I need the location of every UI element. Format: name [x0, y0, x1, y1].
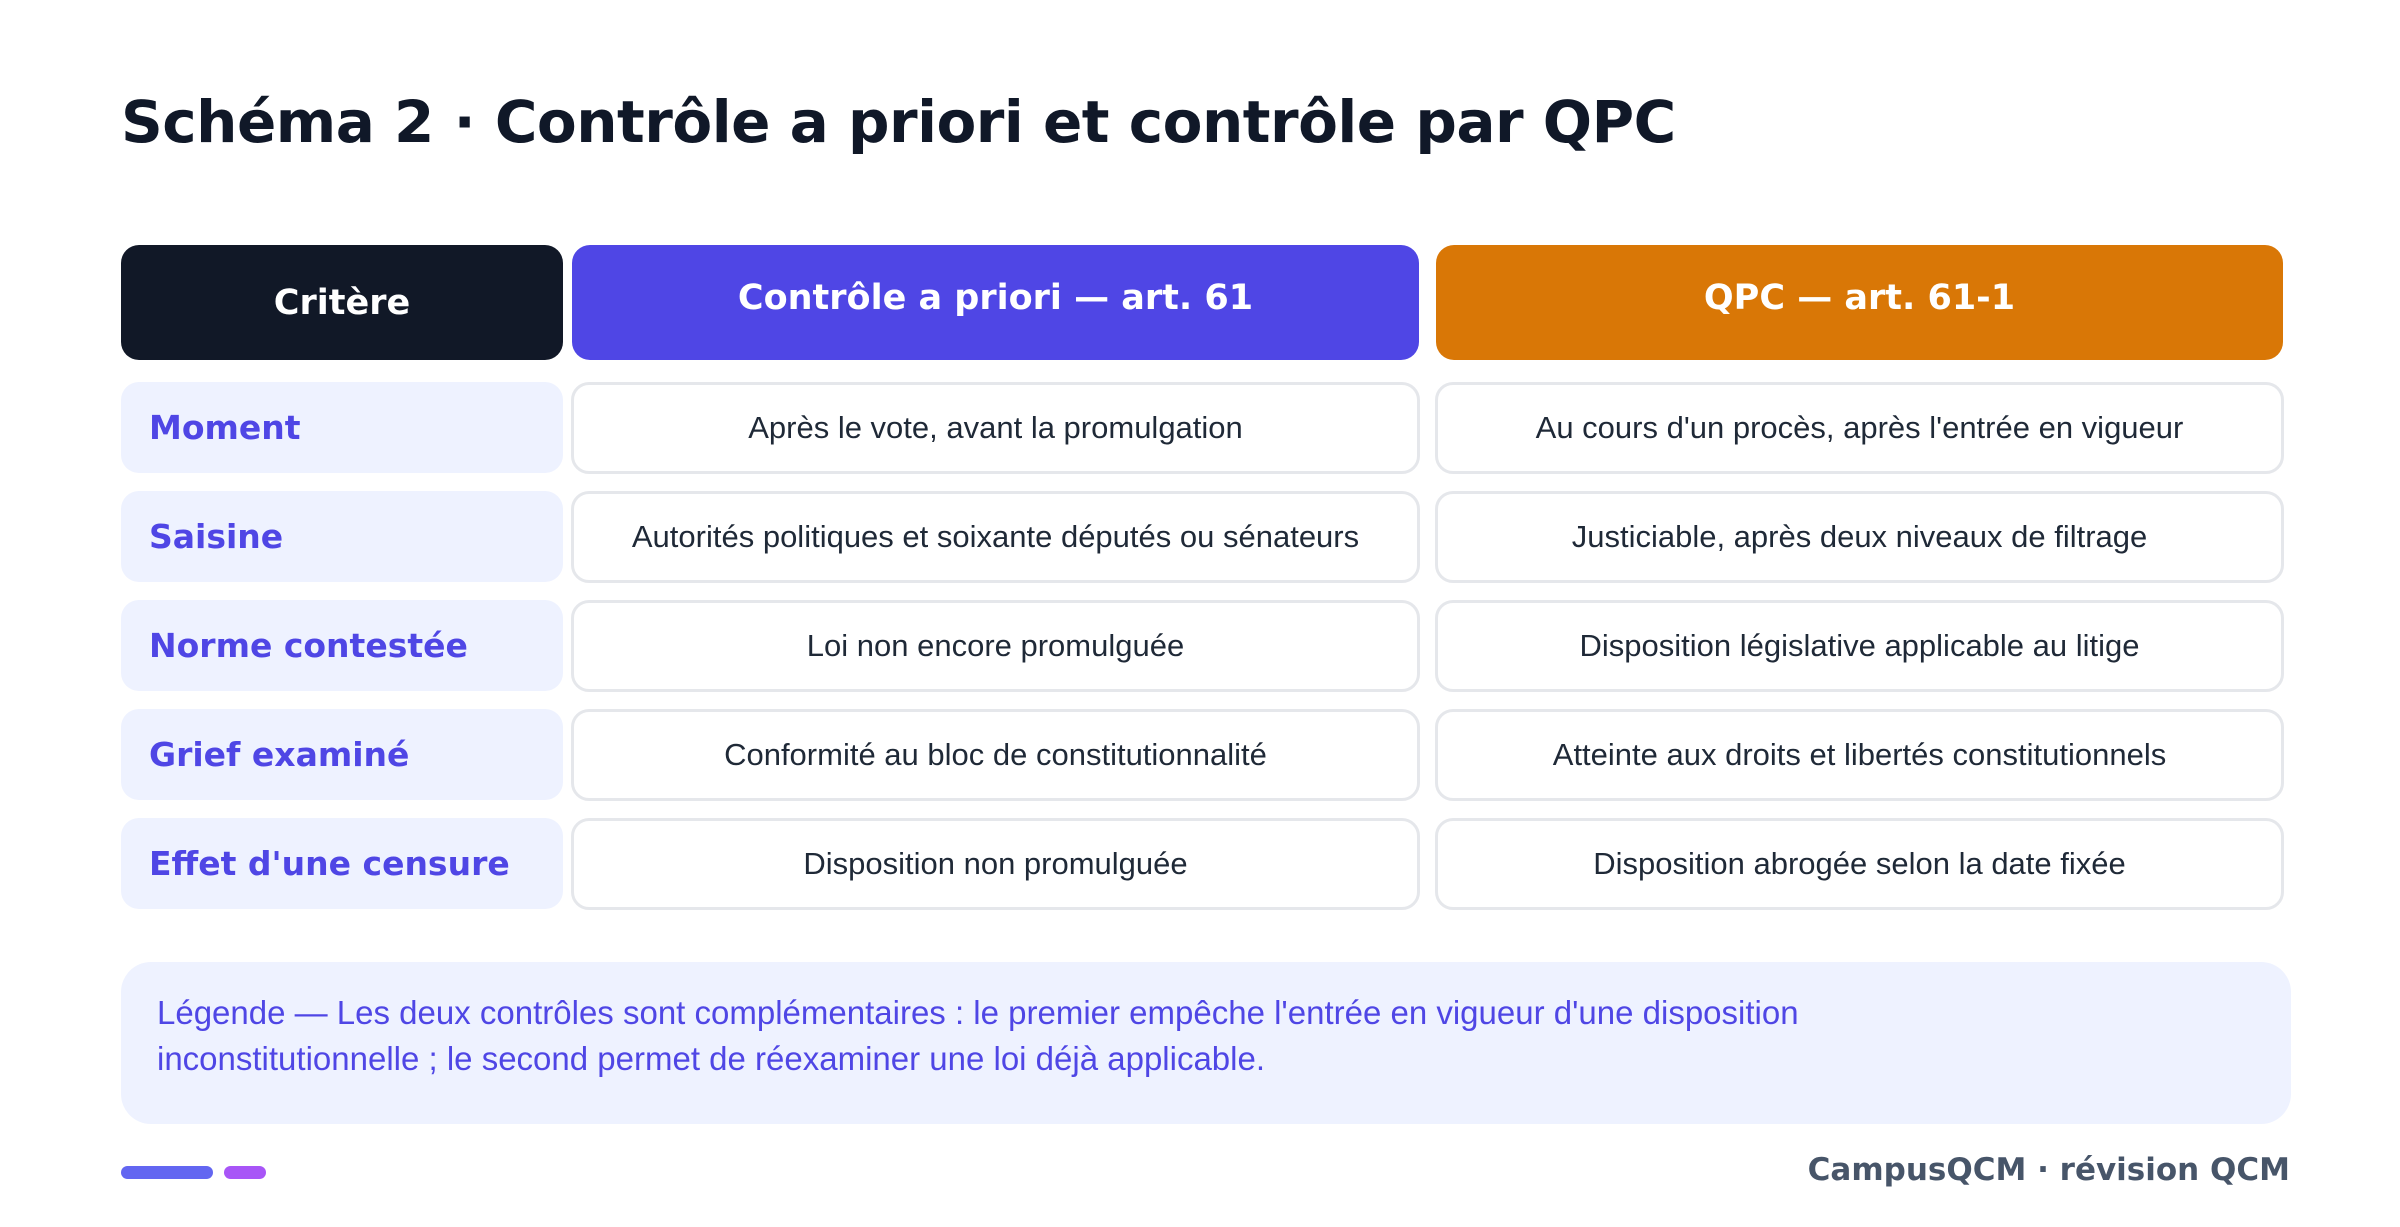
row-qpc-effet: Disposition abrogée selon la date fixée — [1435, 818, 2284, 910]
row-qpc-saisine: Justiciable, après deux niveaux de filtrage — [1435, 491, 2284, 583]
legend-line-1: Légende — Les deux contrôles sont complémentaires : le premier empêche l'entrée en vigueur d'une disposition — [157, 994, 1799, 1031]
row-a-priori-grief: Conformité au bloc de constitutionnalité — [571, 709, 1420, 801]
header-qpc-label: QPC — art. 61-1 — [1703, 277, 2016, 318]
row-criterion-moment: Moment — [121, 382, 563, 473]
row-qpc-grief: Atteinte aux droits et libertés constitutionnels — [1435, 709, 2284, 801]
header-a-priori-label: Contrôle a priori — art. 61 — [737, 277, 1254, 318]
row-qpc-norme: Disposition législative applicable au litige — [1435, 600, 2284, 692]
page-title: Schéma 2 · Contrôle a priori et contrôle par QPC — [121, 88, 1676, 156]
row-criterion-norme: Norme contestée — [121, 600, 563, 691]
row-a-priori-saisine: Autorités politiques et soixante députés ou sénateurs — [571, 491, 1420, 583]
row-a-priori-norme: Loi non encore promulguée — [571, 600, 1420, 692]
footer-brand: CampusQCM · révision QCM — [1807, 1152, 2290, 1188]
header-qpc — [1436, 245, 2283, 360]
row-criterion-grief: Grief examiné — [121, 709, 563, 800]
header-criterion: Critère — [121, 245, 563, 360]
row-criterion-saisine: Saisine — [121, 491, 563, 582]
row-qpc-moment: Au cours d'un procès, après l'entrée en vigueur — [1435, 382, 2284, 474]
header-a-priori — [572, 245, 1419, 360]
decorative-pill-secondary — [224, 1166, 266, 1179]
row-a-priori-moment: Après le vote, avant la promulgation — [571, 382, 1420, 474]
row-criterion-effet: Effet d'une censure — [121, 818, 563, 909]
row-a-priori-effet: Disposition non promulguée — [571, 818, 1420, 910]
legend-box — [121, 962, 2291, 1124]
decorative-pill-primary — [121, 1166, 213, 1179]
legend-line-2: inconstitutionnelle ; le second permet de réexaminer une loi déjà applicable. — [157, 1040, 1266, 1077]
